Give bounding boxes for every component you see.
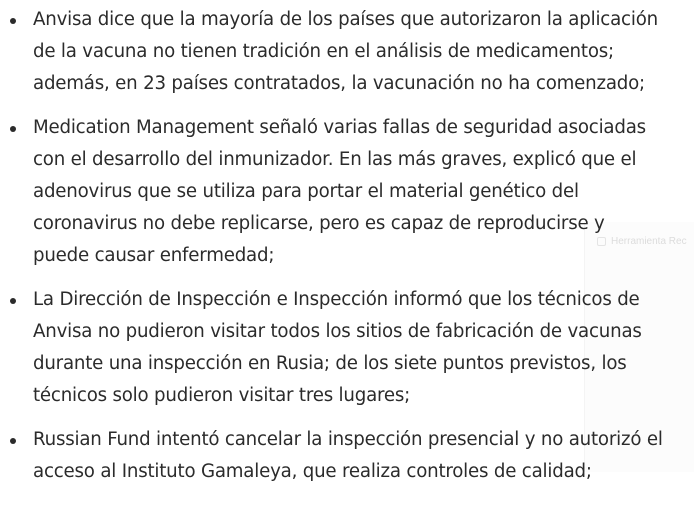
bullet-dot: [10, 126, 16, 132]
side-widget-label: Herramienta Rec: [611, 236, 687, 247]
list-item: [0, 112, 694, 272]
bullet-dot: [10, 438, 16, 444]
list-item-text: Medication Management señaló varias fallas de seguridad asociadas con el desarrollo del inmunizador. En las más graves, explicó que el adenovirus que se utiliza para portar el material genético del coronavirus no debe replicarse, pero es capaz de reproducirse y puede causar enfermedad;: [33, 117, 646, 266]
list-item: [0, 424, 694, 488]
list-item-text: La Dirección de Inspección e Inspección informó que los técnicos de Anvisa no pudieron visitar todos los sitios de fabricación de vacunas durante una inspección en Rusia; de los siete puntos previstos, los técnicos solo pudieron visitar tres lugares;: [33, 289, 642, 406]
bullet-dot: [10, 298, 16, 304]
bullet-list: [0, 4, 694, 500]
bullet-dot: [10, 18, 16, 24]
list-item-text: Anvisa dice que la mayoría de los países que autorizaron la aplicación de la vacuna no tienen tradición en el análisis de medicamentos; además, en 23 países contratados, la vacunación no ha comenzado;: [33, 9, 658, 94]
list-item-text: Russian Fund intentó cancelar la inspección presencial y no autorizó el acceso al Instituto Gamaleya, que realiza controles de calidad;: [33, 429, 663, 482]
list-item: [0, 4, 694, 100]
list-item: [0, 284, 694, 412]
